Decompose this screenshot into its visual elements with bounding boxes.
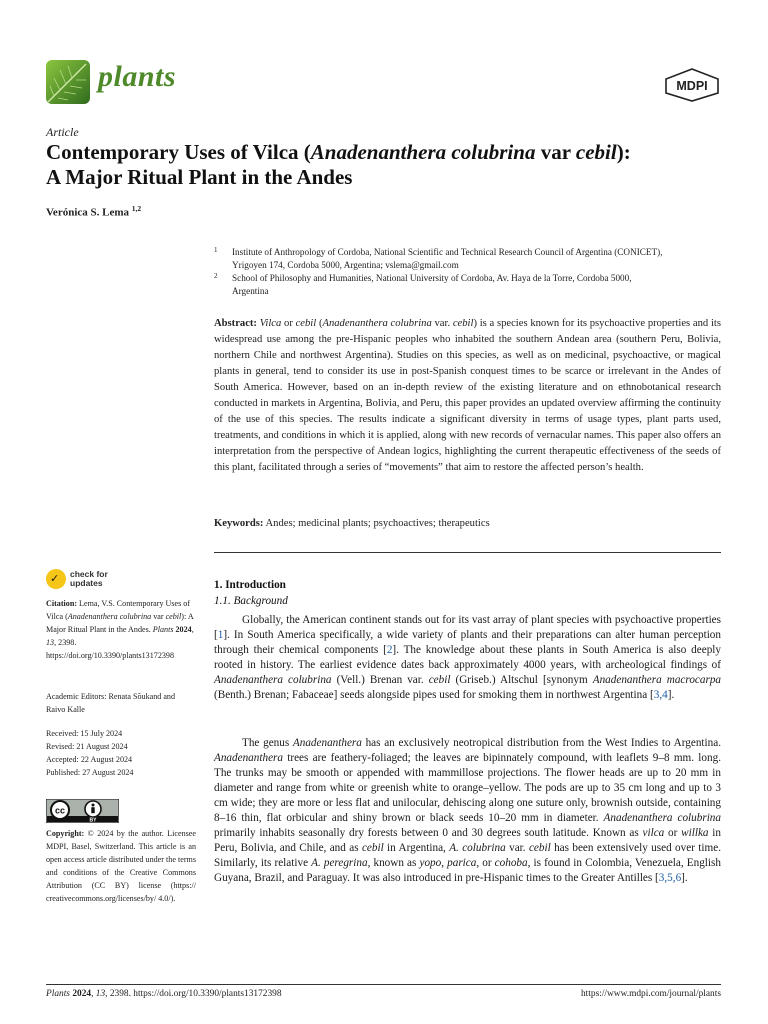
reference-link[interactable]: 3,5,6: [658, 872, 682, 884]
mdpi-logo: [664, 68, 720, 102]
citation: Citation: Lema, V.S. Contemporary Uses of Vilca (Anadenanthera colubrina var cebil): A Major Ritual Plant in the Andes. Plants 2024, 13, 2398. https://doi.org/10.3390/plants13172398: [46, 599, 194, 660]
reference-link[interactable]: 1: [217, 629, 224, 641]
academic-editors: Academic Editors: Renata Sõukand and Raivo Kalle: [46, 692, 176, 714]
reference-link[interactable]: 2: [386, 644, 393, 656]
affiliation-2: 2 School of Philosophy and Humanities, National University of Cordoba, Av. Haya de la Torre, Cordoba 5000, Argentina: [214, 272, 632, 296]
date-received: Received: 15 July 2024: [46, 729, 123, 738]
affiliation-1: 1 Institute of Anthropology of Cordoba, National Scientific and Technical Research Council of Argentina (CONICET), Yrigoyen 174, Cordoba 5000, Argentina; vslema@gmail.com: [214, 246, 663, 270]
reference-link[interactable]: 3,4: [653, 689, 668, 701]
footer-journal-url[interactable]: https://www.mdpi.com/journal/plants: [580, 989, 721, 999]
abstract: Abstract: Vilca or cebil (Anadenanthera colubrina var. cebil) is a species known for its psychoactive properties and its widespread use among the pre-Hispanic peoples who inhabited the southern Andean area (southern Peru, Bolivia, northern Chile and northwest Argentina). Studies on this species, as well as on medicinal, psychoactive, or magical plants in general, tend to consider its use in post-Spanish conquest times to be scarce or irrelevant in the Andes of South America. However, based on an in-depth review of the existing literature and on ethnobotanical research conducted in markets in Argentina, Bolivia, and Peru, this paper provides an updated overview affirming the continuity of the use of this species. The results indicate a significant diversity in terms of usage types, plant parts used, treatments, and conditions in which it is applied, along with new records of vernacular names. This paper also offers an interpretation from the perspective of Andean logics, highlighting the current therapeutic effectiveness of the seeds of this plant, facilitated through a series of “movements” that aim to restore the affected person’s health.: [214, 318, 721, 473]
copyright-notice: Copyright: © 2024 by the author. Licensee MDPI, Basel, Switzerland. This article is an open access article distributed under the terms and conditions of the Creative Commons Attribution (CC BY) license (https:// creativecommons.org/licenses/by/ 4.0/).: [46, 829, 196, 903]
plants-leaf-logo-icon: [46, 60, 90, 104]
subsection-heading: 1.1. Background: [214, 595, 288, 607]
check-for-updates-badge[interactable]: ✓ check for updates: [46, 569, 136, 593]
date-revised: Revised: 21 August 2024: [46, 742, 128, 751]
footer-citation: Plants 2024, 13, 2398. https://doi.org/10.3390/plants13172398: [46, 989, 282, 999]
article-title: Contemporary Uses of Vilca (Anadenanthera colubrina var cebil): A Major Ritual Plant in the Andes: [46, 140, 631, 189]
journal-name: plants: [98, 60, 177, 93]
check-updates-icon: ✓: [46, 569, 66, 589]
paragraph-2: The genus Anadenanthera has an exclusively neotropical distribution from the West Indies to Argentina. Anadenanthera trees are feathery-foliaged; the leaves are bipinnately compound, with leaflets 9–8 mm. long. The trunks may be smooth or appended with mammillose projections. The flower heads are up to 20 mm in diameter and range from white or greenish white to orange–yellow. The pods are up to 35 cm long and up to 3 cm wide; they are more or less flat and unilocular, dehiscing along one suture only, brownish outside, containing 8–16 thin, flat orbicular and shiny brown or black seeds 10–20 mm in diameter. Anadenanthera colubrina primarily inhabits seasonally dry forests between 0 and 30 degrees south latitude. Known as vilca or willka in Peru, Bolivia, and Chile, and as cebil in Argentina, A. colubrina var. cebil has been extensively used over time. Similarly, its relative A. peregrina, known as yopo, parica, or cohoba, is found in Colombia, Venezuela, English Guyana, Brazil, and Paraguay. It was also introduced in pre-Hispanic times to the Greater Antilles [3,5,6].: [214, 737, 722, 884]
publisher-name: MDPI: [676, 79, 708, 93]
cc-by-license-icon[interactable]: [46, 799, 119, 823]
svg-text:cc: cc: [54, 805, 66, 816]
date-accepted: Accepted: 22 August 2024: [46, 755, 133, 764]
paragraph-1: Globally, the American continent stands out for its vast array of plant species with psychoactive properties [1]. In South America specifically, a wide variety of plants and their preparations can alter human perception through their chemical components [2]. The knowledge about these plants in South America is also deeply rooted in history. The earliest evidence dates back approximately 4000 years, with archeological findings of Anadenanthera colubrina (Vell.) Brenan var. cebil (Griseb.) Altschul [synonym Anadenanthera macrocarpa (Benth.) Brenan; Fabaceae] seeds alongside pipes used for smoking them in northwest Argentina [3,4].: [214, 614, 722, 701]
divider: [214, 552, 721, 553]
keywords: Keywords: Andes; medicinal plants; psychoactives; therapeutics: [214, 518, 490, 529]
dates: [46, 727, 196, 779]
section-heading: 1. Introduction: [214, 579, 286, 591]
article-type: Article: [46, 125, 79, 139]
author-name: Verónica S. Lema $^{1,2}$: [46, 204, 142, 219]
footer-divider: [46, 984, 721, 985]
cc-by-label: BY: [89, 817, 97, 823]
date-published: Published: 27 August 2024: [46, 768, 134, 777]
